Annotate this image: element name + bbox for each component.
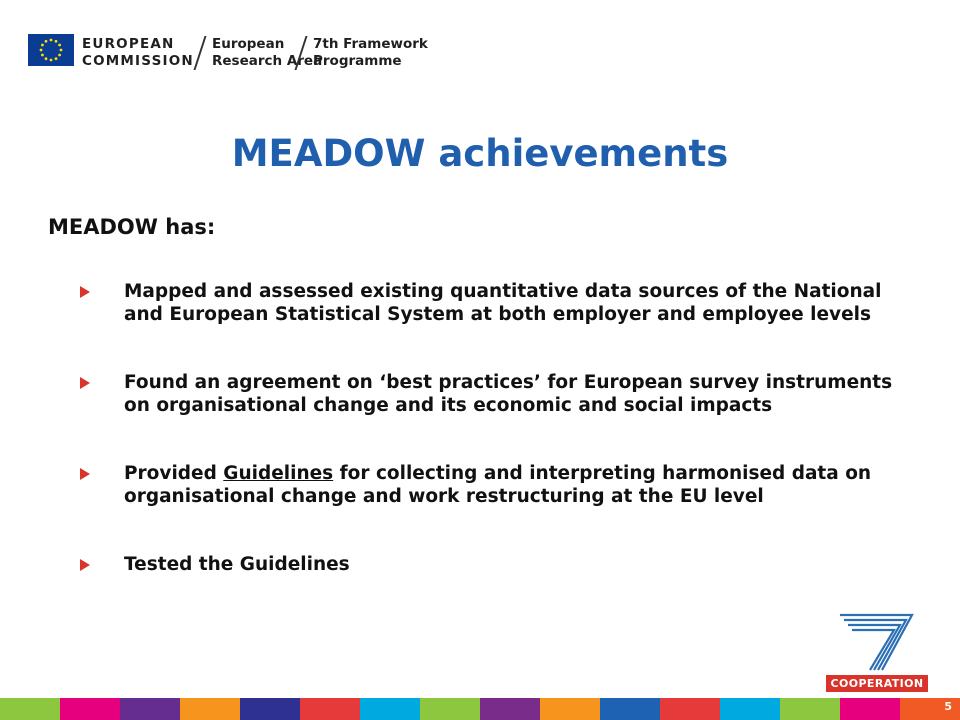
- divider-slash: [193, 36, 206, 70]
- bullet-text: Provided: [124, 463, 224, 484]
- guidelines-link[interactable]: Guidelines: [223, 463, 334, 484]
- bullet-arrow-icon: [80, 377, 90, 389]
- footer-segment: [600, 698, 660, 720]
- org-line-2: COMMISSION: [82, 53, 194, 69]
- bullet-text: Found an agreement on ‘best practices’ for European survey instruments on organisational change and its economic and social impacts: [124, 372, 893, 416]
- footer-color-bar: [0, 698, 960, 720]
- framework-programme-label: [313, 36, 428, 70]
- programme-line-2: Programme: [313, 53, 402, 69]
- bullet-arrow-icon: [80, 286, 90, 298]
- slide-subtitle: MEADOW has:: [48, 215, 216, 239]
- footer-segment: [300, 698, 360, 720]
- footer-segment: [840, 698, 900, 720]
- org-line-1: EUROPEAN: [82, 36, 175, 52]
- bullet-item: [80, 462, 900, 508]
- cooperation-logo: [826, 612, 928, 692]
- bullet-item: [80, 280, 900, 326]
- area-line-2: Research Area: [212, 53, 323, 69]
- bullet-item: [80, 553, 900, 576]
- european-commission-label: [82, 36, 194, 70]
- footer-segment: [0, 698, 60, 720]
- bullet-item: [80, 371, 900, 417]
- seven-logo-icon: [826, 612, 928, 674]
- area-line-1: European: [212, 36, 285, 52]
- footer-segment: [480, 698, 540, 720]
- bullet-text: Mapped and assessed existing quantitative data sources of the National and European Statistical System at both employer and employee levels: [124, 281, 882, 325]
- page-number: 5: [944, 700, 952, 713]
- footer-segment: [420, 698, 480, 720]
- bullet-text: for collecting and interpreting harmonised data on organisational change and work restructuring at the EU level: [124, 463, 872, 507]
- bullet-list: [80, 280, 900, 576]
- bullet-arrow-icon: [80, 468, 90, 480]
- footer-segment: [720, 698, 780, 720]
- footer-segment: [660, 698, 720, 720]
- bullet-text: Tested the Guidelines: [124, 554, 350, 575]
- header-logos: [28, 34, 548, 74]
- slide-title: MEADOW achievements: [231, 132, 729, 175]
- footer-segment: [240, 698, 300, 720]
- footer-segment: [360, 698, 420, 720]
- footer-segment: [180, 698, 240, 720]
- programme-line-1: 7th Framework: [313, 36, 428, 52]
- footer-segment: [120, 698, 180, 720]
- cooperation-label: COOPERATION: [826, 675, 928, 692]
- eu-flag-icon: [28, 34, 74, 66]
- bullet-arrow-icon: [80, 559, 90, 571]
- footer-segment: [60, 698, 120, 720]
- footer-segment: [780, 698, 840, 720]
- footer-segment: [540, 698, 600, 720]
